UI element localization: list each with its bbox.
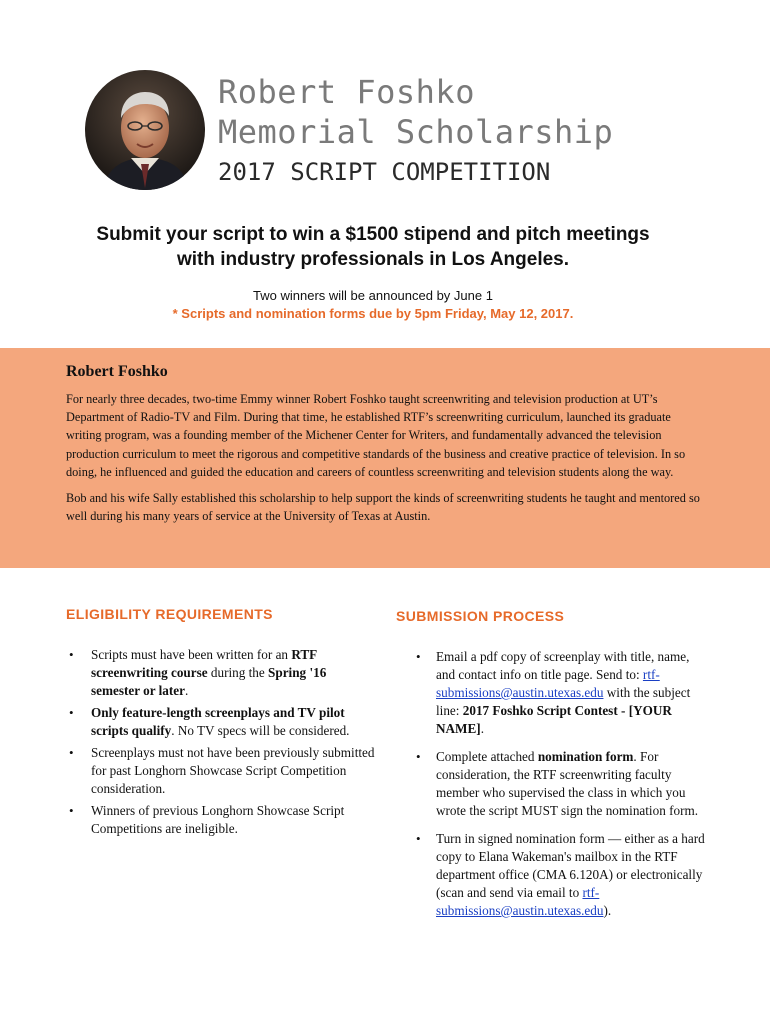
bullet-icon: •: [416, 649, 421, 664]
portrait-image: [85, 70, 205, 190]
text-segment: .: [480, 721, 484, 736]
eligibility-item-2: [66, 704, 376, 740]
bullet-icon: •: [69, 803, 74, 818]
bio-paragraph-2: Bob and his wife Sally established this scholarship to help support the kinds of screenwriting students he taught and mentored so well during his many years of service at the University of Texas at Austin.: [66, 491, 700, 524]
text-segment: during the: [207, 665, 269, 680]
bullet-icon: •: [69, 647, 74, 662]
text-segment: Complete attached: [436, 749, 538, 764]
page-header: [0, 0, 770, 200]
text-segment: Turn in signed nomination form — either as a hard copy to Elana Wakeman's mailbox in the RTF department office (CMA 6.120A) or electronically (scan and send via email to: [436, 831, 705, 900]
eligibility-list: [66, 646, 376, 838]
eligibility-item-4: [66, 802, 376, 838]
headline: [40, 222, 706, 272]
bullet-icon: •: [416, 831, 421, 846]
text-segment: ).: [603, 903, 612, 918]
title-block: [218, 72, 613, 188]
submission-email-link[interactable]: rtf-submissions@austin.utexas.edu: [436, 667, 660, 700]
text-segment: Email a pdf copy of screenplay with title, name, and contact info on title page. Send to:: [436, 649, 690, 682]
bullet-icon: •: [416, 749, 421, 764]
text-segment: . No TV specs will be considered.: [171, 723, 350, 738]
submission-list: [396, 648, 706, 920]
text-bold: RTF screenwriting course: [91, 647, 317, 680]
eligibility-heading: ELIGIBILITY REQUIREMENTS: [66, 606, 273, 622]
text-bold: 2017 Foshko Script Contest - [YOUR NAME]: [436, 703, 672, 736]
submission-item-3: [396, 830, 706, 920]
text-segment: Winners of previous Longhorn Showcase Script Competitions are ineligible.: [91, 803, 345, 836]
title-line-2: Memorial Scholarship: [218, 113, 614, 151]
portrait-photo: [85, 70, 205, 190]
bullet-icon: •: [69, 705, 74, 720]
text-bold: nomination form: [537, 749, 634, 764]
bio-section: [0, 348, 770, 568]
headline-line-1: Submit your script to win a $1500 stipend and pitch meetings: [96, 224, 650, 245]
eligibility-column: [66, 604, 376, 842]
eligibility-item-1: [66, 646, 376, 700]
headline-line-2: with industry professionals in Los Angeles.: [176, 249, 570, 270]
bio-title: Robert Foshko: [66, 363, 168, 380]
submission-item-1: [396, 648, 706, 738]
submission-item-2: [396, 748, 706, 820]
deadline-notice: * Scripts and nomination forms due by 5pm Friday, May 12, 2017.: [172, 306, 574, 321]
bullet-icon: •: [69, 745, 74, 760]
submission-heading: SUBMISSION PROCESS: [396, 608, 565, 624]
competition-subtitle: 2017 SCRIPT COMPETITION: [218, 158, 551, 186]
title-line-1: Robert Foshko: [218, 73, 475, 111]
submission-column: [396, 604, 706, 930]
eligibility-item-3: [66, 744, 376, 798]
text-segment: with the subject line:: [436, 685, 691, 718]
text-segment: .: [184, 683, 189, 698]
winners-announcement: Two winners will be announced by June 1: [253, 288, 493, 303]
text-segment: Scripts must have been written for an: [91, 647, 292, 662]
text-segment: Screenplays must not have been previously submitted for past Longhorn Showcase Script Competition consideration.: [91, 745, 375, 796]
text-segment: . For consideration, the RTF screenwriting faculty member who supervised the class in which you wrote the script MUST sign the nomination form.: [436, 749, 699, 818]
bio-paragraph-1: For nearly three decades, two-time Emmy winner Robert Foshko taught screenwriting and television production at UT’s Department of Radio-TV and Film. During that time, he established RTF’s screenwriting curriculum, launched its graduate writing program, was a founding member of the Michener Center for Writers, and fundamentally advanced the television production curriculum to meet the rigorous and competitive standards of the business and creative practice of television. In so doing, he influenced and guided the education and careers of countless screenwriting and television students along the way.: [66, 392, 686, 479]
submission-email-link-2[interactable]: rtf-submissions@austin.utexas.edu: [436, 885, 604, 918]
text-bold: Only feature-length screenplays and TV pilot scripts qualify: [91, 705, 345, 738]
text-bold: Spring '16 semester or later: [91, 665, 327, 698]
